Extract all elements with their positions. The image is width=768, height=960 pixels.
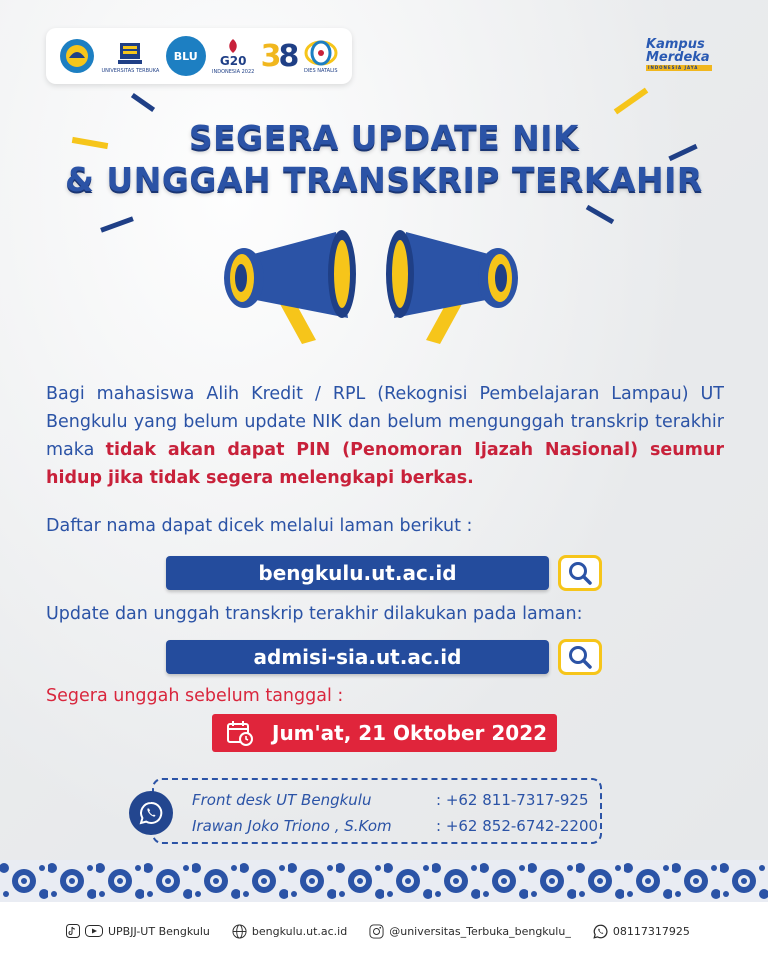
url-admisi-link[interactable]: admisi-sia.ut.ac.id: [166, 640, 549, 674]
kemdikbud-logo: [59, 38, 95, 74]
g20-logo-text: G20: [219, 53, 247, 68]
dies-natalis-logo: [303, 39, 339, 74]
footer-youtube-text: UPBJJ-UT Bengkulu: [108, 924, 210, 938]
megaphone-left-icon: [216, 222, 366, 346]
search-button-2[interactable]: [558, 639, 602, 675]
footer-web-text: bengkulu.ut.ac.id: [251, 924, 348, 938]
blu-logo-text: BLU: [166, 36, 206, 76]
search-icon: [567, 560, 593, 586]
footer-instagram[interactable]: [369, 924, 571, 939]
batik-pattern-strip: [0, 860, 768, 902]
update-label: Update dan unggah transkrip terakhir dilakukan pada laman:: [46, 604, 583, 624]
check-list-label: Daftar nama dapat dicek melalui laman berikut :: [46, 516, 473, 536]
footer-youtube[interactable]: [66, 924, 210, 938]
whatsapp-icon: [593, 924, 608, 939]
kampus-merdeka-tagline: INDONESIA JAYA: [646, 65, 712, 71]
search-button-1[interactable]: [558, 555, 602, 591]
announcement-paragraph: [46, 380, 724, 492]
deadline-date-badge: [212, 714, 557, 752]
blu-logo: [166, 36, 206, 76]
partner-logos-bar: [46, 28, 352, 84]
contact-phone-2[interactable]: : +62 852-6742-2200: [436, 817, 599, 835]
youtube-icon: [85, 924, 103, 938]
announcement-intro: Bagi mahasiswa Alih Kredit / RPL (Rekognisi Pembelajaran Lampau) UT Bengkulu yang belum update NIK dan belum mengunggah transkrip terakhir maka: [46, 384, 724, 460]
headline-line-1: SEGERA UPDATE NIK: [188, 118, 580, 157]
g20-logo-sub: INDONESIA 2022: [212, 68, 255, 75]
footer-whatsapp[interactable]: [593, 924, 690, 939]
contact-name-1: Front desk UT Bengkulu: [192, 791, 372, 809]
announcement-highlight: tidak akan dapat PIN (Penomoran Ijazah Nasional) seumur hidup jika tidak segera melengkapi berkas.: [46, 440, 725, 488]
anniversary-38-logo: [261, 39, 297, 74]
footer-whatsapp-text: 08117317925: [612, 924, 690, 938]
calendar-clock-icon: [226, 719, 254, 747]
contact-name-2: Irawan Joko Triono , S.Kom: [192, 817, 392, 835]
kampus-merdeka-line2: Merdeka: [646, 50, 710, 65]
globe-icon: [232, 924, 247, 939]
dies-logo-label: DIES NATALIS: [303, 67, 338, 74]
headline-line-2: & UNGGAH TRANSKRIP TERKAHIR: [65, 160, 703, 199]
deadline-label: Segera unggah sebelum tanggal :: [46, 686, 344, 706]
instagram-icon: [369, 924, 384, 939]
search-icon: [567, 644, 593, 670]
footer-instagram-text: @universitas_Terbuka_bengkulu_: [389, 924, 571, 938]
g20-logo: [212, 38, 254, 75]
whatsapp-contact-badge: [129, 791, 173, 835]
kampus-merdeka-logo: [646, 38, 724, 71]
deadline-date-text: Jum'at, 21 Oktober 2022: [272, 721, 548, 745]
footer-bar: [0, 902, 768, 960]
megaphone-right-icon: [376, 222, 526, 346]
url-bengkulu-link[interactable]: bengkulu.ut.ac.id: [166, 556, 549, 590]
universitas-terbuka-logo: [102, 39, 160, 74]
tiktok-icon: [66, 924, 80, 938]
anniv-digit-8: 8: [278, 38, 297, 74]
footer-web[interactable]: [232, 924, 347, 939]
contact-phone-1[interactable]: : +62 811-7317-925: [436, 791, 589, 809]
whatsapp-icon: [139, 801, 163, 825]
anniv-digit-3: 3: [260, 38, 279, 74]
kampus-merdeka-line1: Kampus: [646, 37, 705, 52]
ut-logo-label: UNIVERSITAS TERBUKA: [101, 67, 160, 74]
